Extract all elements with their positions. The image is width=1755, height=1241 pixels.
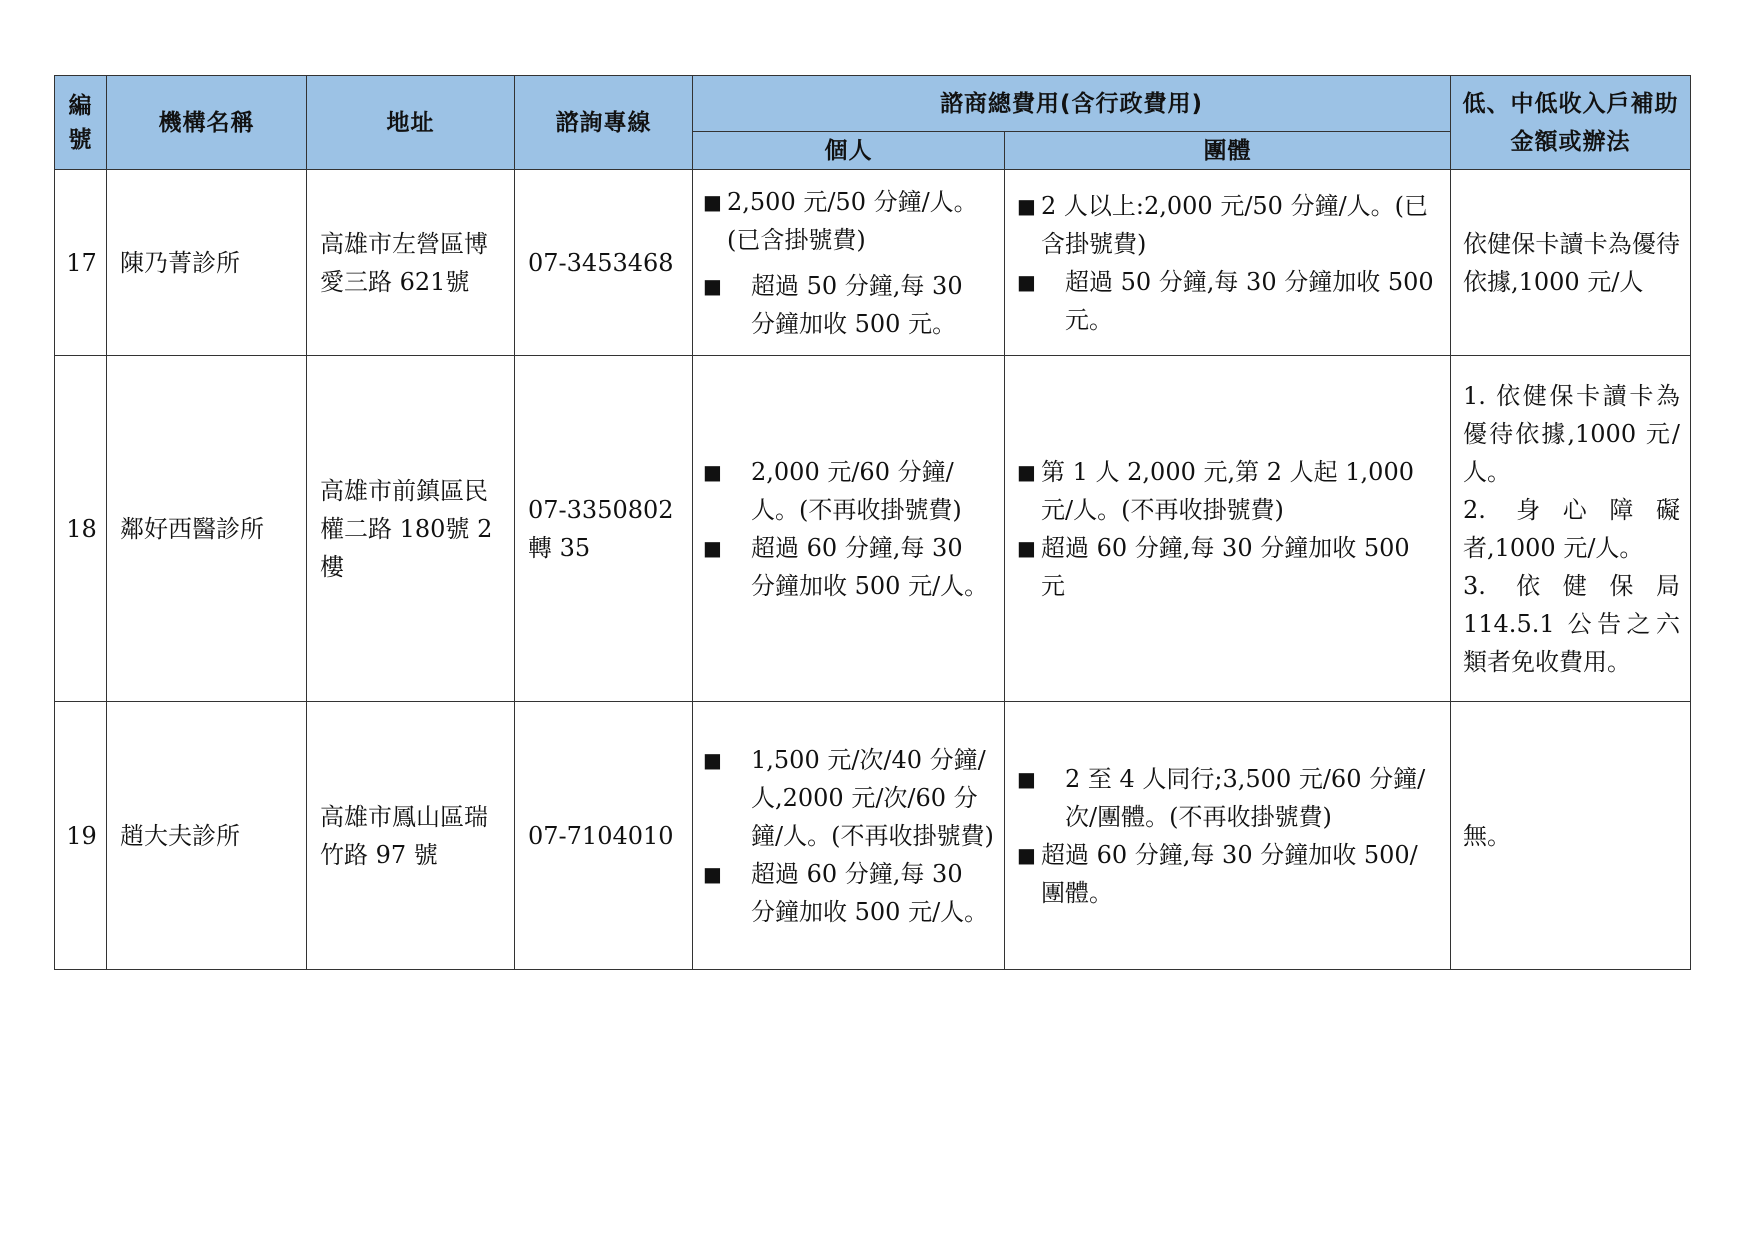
fee-item: ■ 超過 60 分鐘,每 30 分鐘加收 500/團體。 — [1017, 836, 1440, 912]
subsidy-item: 2. 身心障礙者,1000 元/人。 — [1463, 495, 1680, 562]
table-row — [55, 356, 1691, 702]
group-fee — [1005, 702, 1451, 970]
individual-fee — [693, 170, 1005, 356]
bullet-square-icon: ■ — [1017, 535, 1036, 560]
bullet-square-icon: ■ — [703, 535, 722, 560]
institution-name: 陳乃菁診所 — [107, 170, 307, 356]
subsidy-item: 3. 依健保局 114.5.1 公告之六類者免收費用。 — [1463, 571, 1680, 676]
bullet-square-icon: ■ — [1017, 842, 1036, 867]
fee-item: ■ 超過 60 分鐘,每 30 分鐘加收 500 元/人。 — [703, 529, 994, 605]
bullet-square-icon: ■ — [1017, 269, 1036, 294]
fee-item: ■ 超過 60 分鐘,每 30 分鐘加收 500 元 — [1017, 529, 1440, 605]
fee-item: ■ 超過 60 分鐘,每 30 分鐘加收 500 元/人。 — [703, 855, 994, 931]
header-address: 地址 — [307, 76, 515, 170]
individual-fee — [693, 356, 1005, 702]
row-number: 18 — [55, 356, 107, 702]
fee-item: ■ 第 1 人 2,000 元,第 2 人起 1,000 元/人。(不再收掛號費) — [1017, 453, 1440, 529]
header-total-fee: 諮商總費用(含行政費用) — [693, 76, 1451, 132]
fee-item: ■ 2,500 元/50 分鐘/人。(已含掛號費) — [703, 183, 994, 259]
row-number: 17 — [55, 170, 107, 356]
header-individual: 個人 — [693, 132, 1005, 170]
subsidy — [1451, 356, 1691, 702]
institution-name: 鄰好西醫診所 — [107, 356, 307, 702]
fee-item: ■ 超過 50 分鐘,每 30 分鐘加收 500 元。 — [1017, 263, 1440, 339]
address: 高雄市左營區博愛三路 621號 — [307, 170, 515, 356]
header-subsidy: 低、中低收入戶補助金額或辦法 — [1451, 76, 1691, 170]
bullet-square-icon: ■ — [703, 189, 722, 214]
address: 高雄市前鎮區民權二路 180號 2 樓 — [307, 356, 515, 702]
fee-item: ■ 2 至 4 人同行;3,500 元/60 分鐘/次/團體。(不再收掛號費) — [1017, 760, 1440, 836]
consult-phone: 07-3350802 轉 35 — [515, 356, 693, 702]
table-row — [55, 702, 1691, 970]
fee-item: ■ 2 人以上:2,000 元/50 分鐘/人。(已含掛號費) — [1017, 187, 1440, 263]
bullet-square-icon: ■ — [1017, 193, 1036, 218]
subsidy: 依健保卡讀卡為優待依據,1000 元/人 — [1451, 170, 1691, 356]
bullet-square-icon: ■ — [1017, 766, 1036, 791]
header-number: 編號 — [55, 76, 107, 170]
subsidy: 無。 — [1451, 702, 1691, 970]
group-fee — [1005, 356, 1451, 702]
bullet-square-icon: ■ — [703, 459, 722, 484]
individual-fee — [693, 702, 1005, 970]
bullet-square-icon: ■ — [703, 747, 722, 772]
header-consult-phone: 諮詢專線 — [515, 76, 693, 170]
institution-name: 趙大夫診所 — [107, 702, 307, 970]
bullet-square-icon: ■ — [703, 861, 722, 886]
table-row — [55, 170, 1691, 356]
bullet-square-icon: ■ — [1017, 459, 1036, 484]
consult-phone: 07-3453468 — [515, 170, 693, 356]
fee-item: ■ 1,500 元/次/40 分鐘/人,2000 元/次/60 分鐘/人。(不再收掛號費) — [703, 741, 994, 855]
subsidy-item: 1. 依健保卡讀卡為優待依據,1000 元/人。 — [1463, 381, 1680, 486]
consult-phone: 07-7104010 — [515, 702, 693, 970]
bullet-square-icon: ■ — [703, 273, 722, 298]
row-number: 19 — [55, 702, 107, 970]
address: 高雄市鳳山區瑞竹路 97 號 — [307, 702, 515, 970]
fee-item: ■ 超過 50 分鐘,每 30 分鐘加收 500 元。 — [703, 267, 994, 343]
fee-item: ■ 2,000 元/60 分鐘/人。(不再收掛號費) — [703, 453, 994, 529]
header-group: 團體 — [1005, 132, 1451, 170]
group-fee — [1005, 170, 1451, 356]
clinic-fee-table — [54, 75, 1691, 970]
header-institution-name: 機構名稱 — [107, 76, 307, 170]
